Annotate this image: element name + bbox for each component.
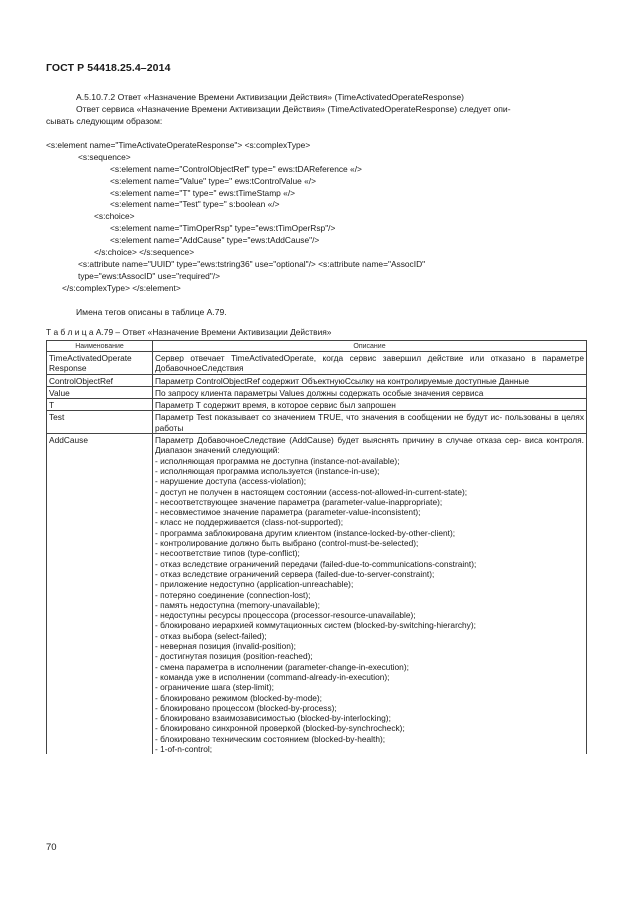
table-row (47, 374, 587, 386)
parameter-description: Параметр Test показывает со значением TRUE, что значения в сообщении не будут ис- пользованы в целях работы (153, 411, 587, 434)
cause-list-item: - отказ вследствие ограничений передачи (failed-due-to-communications-constraint); (155, 558, 477, 569)
parameter-name: T (47, 399, 153, 411)
code-line: <s:element name="ControlObjectRef" type=" ews:tDAReference «/> (110, 164, 362, 174)
code-line: type="ews:tAssocID" use="required"/> (78, 271, 221, 281)
parameter-description: Сервер отвечает TimeActivatedOperate, когда сервис завершил действие или отказано в параметре ДобавочноеСледствия (153, 352, 587, 375)
parameter-name: Test (47, 411, 153, 434)
parameter-name: ControlObjectRef (47, 374, 153, 386)
table-header-row (47, 341, 587, 352)
table-row (47, 386, 587, 398)
code-line: <s:sequence> (78, 152, 131, 162)
code-line: <s:element name="Value" type=" ews:tControlValue «/> (110, 176, 317, 186)
cause-list-item: - блокировано взаимозависимостью (blocked-by-interlocking); (155, 713, 391, 724)
code-line: <s:element name="AddCause" type="ews:tAddCause"/> (110, 235, 320, 245)
cause-list-item: - доступ не получен в настоящем состоянии (access-not-allowed-in-current-state); (155, 486, 468, 497)
parameter-name: TimeActivatedOperate Response (47, 352, 153, 375)
cause-list-item: - блокировано иерархией коммутационных систем (blocked-by-switching-hierarchy); (155, 620, 476, 631)
parameter-description: По запросу клиента параметры Values должны содержать особые значения сервиса (153, 386, 587, 398)
cause-list-item: - несовместимое значение параметра (parameter-value-inconsistent); (155, 507, 421, 518)
addcause-description (153, 434, 587, 755)
cause-list-item: - исполняющая программа не доступна (instance-not-available); (155, 455, 400, 466)
table-row (47, 411, 587, 434)
cause-list-item: - потеряно соединение (connection-lost); (155, 589, 311, 600)
cause-list-item: - исполняющая программа используется (instance-in-use); (155, 465, 380, 476)
table-row (47, 352, 587, 375)
table-row (47, 399, 587, 411)
page-number: 70 (46, 842, 57, 853)
table-row (47, 434, 587, 755)
cause-list-item: - смена параметра в исполнении (parameter-change-in-execution); (155, 661, 409, 672)
cause-list-item: - нарушение доступа (access-violation); (155, 476, 307, 487)
cause-list-item: - отказ выбора (select-failed); (155, 630, 267, 641)
code-line: <s:element name="Test" type=" s:boolean «/> (110, 199, 280, 209)
cause-list-item: - память недоступна (memory-unavailable); (155, 599, 320, 610)
cause-list-item: - несоответствие типов (type-conflict); (155, 548, 300, 559)
cause-list-item: - блокировано техническим состоянием (blocked-by-health); (155, 733, 386, 744)
cause-list-item: - недоступны ресурсы процессора (processor-resource-unavailable); (155, 610, 416, 621)
code-line: </s:complexType> </s:element> (62, 283, 181, 293)
cause-list-item: - программа заблокирована другим клиентом (instance-locked-by-other-client); (155, 527, 456, 538)
addcause-intro: Параметр ДобавочноеСледствие (AddCause) будет выяснять причину в случае отказа сер- виса контроля. Диапазон значений следующий: (155, 435, 584, 456)
cause-list-item: - отказ вследствие ограничений сервера (failed-due-to-server-constraint); (155, 568, 435, 579)
response-parameters-table (46, 340, 587, 754)
section-heading: A.5.10.7.2 Ответ «Назначение Времени Активизации Действия» (TimeActivatedOperateResponse) (76, 92, 465, 102)
cause-list-item: - блокировано режимом (blocked-by-mode); (155, 692, 322, 703)
cause-list-item: - блокировано синхронной проверкой (blocked-by-synchrocheck); (155, 723, 405, 734)
intro-paragraph-line: Ответ сервиса «Назначение Времени Активизации Действия» (TimeActivatedOperateResponse) следует опи- (76, 104, 511, 114)
column-header-description: Описание (153, 341, 587, 352)
cause-list-item: - блокировано процессом (blocked-by-process); (155, 702, 337, 713)
code-line: <s:element name="TimOperRsp" type="ews:tTimOperRsp"/> (110, 223, 336, 233)
parameter-name: AddCause (47, 434, 153, 755)
code-line: <s:element name="T" type=" ews:tTimeStamp «/> (110, 188, 296, 198)
parameter-name: Value (47, 386, 153, 398)
code-line: <s:attribute name="UUID" type="ews:tstring36" use="optional"/> <s:attribute name="AssocID" (78, 259, 426, 269)
cause-list-item: - приложение недоступно (application-unreachable); (155, 579, 354, 590)
parameter-description: Параметр Т содержит время, в которое сервис был запрошен (153, 399, 587, 411)
cause-list-item: - класс не поддерживается (class-not-supported); (155, 517, 344, 528)
code-line: <s:element name="TimeActivateOperateResponse"> <s:complexType> (46, 140, 311, 150)
cause-list-item: - 1-of-n-control; (155, 743, 213, 754)
standard-header: ГОСТ Р 54418.25.4–2014 (46, 62, 171, 74)
cause-list-item: - команда уже в исполнении (command-already-in-execution); (155, 671, 390, 682)
intro-paragraph-line: сывать следующим образом: (46, 116, 163, 126)
code-line: </s:choice> </s:sequence> (94, 247, 195, 257)
cause-list-item: - ограничение шага (step-limit); (155, 682, 274, 693)
cause-list-item: - несоответствующее значение параметра (parameter-value-inappropriate); (155, 496, 443, 507)
code-line: <s:choice> (94, 211, 135, 221)
cause-list-item: - достигнутая позиция (position-reached); (155, 651, 313, 662)
column-header-name: Наименование (47, 341, 153, 352)
parameter-description: Параметр ControlObjectRef содержит ОбъектнуюСсылку на контролируемые доступные Данные (153, 374, 587, 386)
cause-list-item: - контролирование должно быть выбрано (control-must-be-selected); (155, 538, 419, 549)
table-caption: Т а б л и ц а А.79 – Ответ «Назначение Времени Активизации Действия» (46, 327, 332, 337)
cause-list-item: - неверная позиция (invalid-position); (155, 641, 296, 652)
table-reference-note: Имена тегов описаны в таблице А.79. (76, 307, 227, 317)
